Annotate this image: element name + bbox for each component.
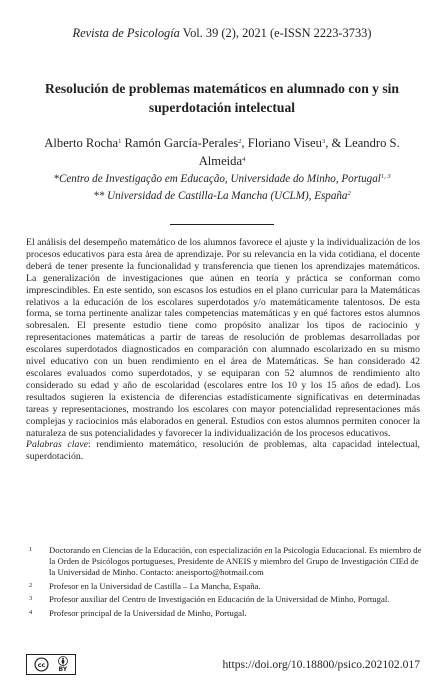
creative-commons-icon [34, 657, 49, 672]
footnote: 2 Profesor en la Universidad de Castilla – La Mancha, España. [29, 580, 261, 591]
author: Ramón García-Perales$^2$, [124, 136, 248, 150]
license-badge-text: BY [58, 666, 68, 673]
journal-name: Revista de Psicología [72, 26, 180, 40]
author-list [24, 134, 420, 170]
footnote: 3 Profesor auxiliar del Centro de Investigación en Educación de la Universidad de Minho, Portugal. [29, 594, 390, 605]
affiliation: *Centro de Investigação em Educação, Universidade do Minho, Portugal$^{1, 3}$ [53, 173, 391, 185]
doi-link[interactable]: https://doi.org/10.18800/psico.202102.017 [222, 658, 420, 671]
abstract [26, 237, 420, 463]
cc-by-license-badge[interactable] [26, 654, 76, 675]
journal-details: Vol. 39 (2), 2021 (e-ISSN 2223-3733) [179, 26, 372, 40]
keywords [26, 439, 420, 463]
footnote: 4 Profesor principal de la Universidad de Minho, Portugal. [29, 607, 247, 618]
author: Alberto Rocha$^1$ [44, 136, 122, 150]
author: Floriano Viseu$^3$, & [247, 136, 345, 150]
abstract-text: El análisis del desempeño matemático de los alumnos favorece el ajuste y la individualización de los procesos educativos para esta área de aprendizaje. Por su relevancia en la vida cotidiana, el docente deberá de tener presente la funcionalidad y transferencia que tienen los aprendizajes matemáticos. La generalización de investigaciones que aúnen en teoría y práctica se conforman como imprescindibles. En este sentido, son escasos los estudios en el plano curricular para la Matemáticas relativos a la educación de los escolares superdotados y/o matemáticamente talentosos. De esta forma, se torna pertinente analizar tales competencias matemáticas y en qué factores estos alumnos sobresalen. El presente estudio tiene como propósito analizar los tipos de raciocinio y representaciones matemáticas a partir de tareas de resolución de problemas desarrolladas por escolares superdotados diagnosticados en comparación con alumnado escolarizado en su mismo nivel educativo con un buen rendimiento en el área de Matemáticas. Se han considerado 42 escolares evaluados como superdotados, y se equiparan con 52 alumnos de rendimiento alto considerado su edad y año de escolaridad (escolares entre los 10 y los 15 años de edad). Los resultados sugieren la existencia de diferencias estadísticamente significativas en determinadas tareas y representaciones, mostrando los escolares con mayor potencialidad representaciones más complejas y raciocinios más elaborados en general. Estudios con estos alumnos permiten conocer la naturaleza de sus potencialidades y favorecer la individualización de los procesos educativos. [26, 237, 420, 439]
affiliation: ** Universidad de Castilla-La Mancha (UCLM), España$^2$ [93, 190, 351, 202]
svg-text:cc: cc [37, 661, 46, 670]
attribution-person-icon [58, 656, 68, 666]
keywords-text: : rendimiento matemático, resolución de problemas, alta capacidad intelectual, superdotación. [26, 439, 420, 463]
keywords-label: Palabras clave [26, 439, 88, 451]
footnotes [26, 545, 422, 621]
footnote: 1 Doctorando en Ciencias de la Educación, con especialización en la Psicología Educacional. Es miembro de la Orden de Psicólogos portugueses, Presidente de ANEIS y miembro del Grupo de Investigación CIEd de la Universidad de Minho. Contacto: aneisporto@hotmail.com [29, 545, 422, 577]
journal-header [0, 26, 444, 41]
section-divider [170, 224, 274, 225]
article-title: Resolución de problemas matemáticos en alumnado con y sin superdotación intelectual [45, 81, 399, 115]
attribution-mark [58, 656, 68, 673]
author: Leandro S. Almeida$^4$ [198, 136, 400, 168]
